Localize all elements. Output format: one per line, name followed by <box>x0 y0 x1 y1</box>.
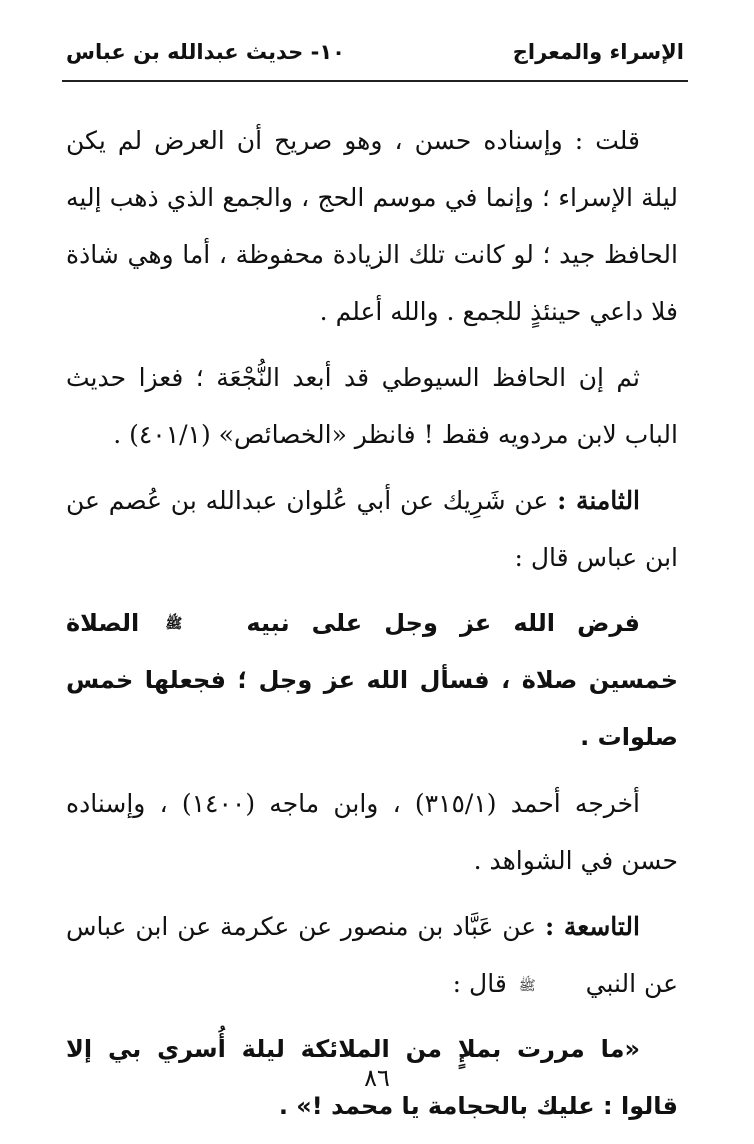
paragraph-takhrij: أخرجه أحمد (٣١٥/١) ، وابن ماجه (١٤٠٠) ، وإسناده حسن في الشواهد . <box>66 789 678 875</box>
narration-number-ninth: التاسعة : <box>545 912 640 941</box>
salawat-honorific-icon: ﷺ <box>165 616 183 632</box>
narration-number-eighth: الثامنة : <box>557 486 641 515</box>
isnad-ninth-part2: قال : <box>452 969 507 998</box>
hadith-text-cupping: «ما مررت بملإٍ من الملائكة ليلة أُسري بي إلا قالوا : عليك بالحجامة يا محمد !» . <box>66 1035 678 1120</box>
page-number: ٨٦ <box>364 1064 390 1092</box>
hadith-text-prayers <box>66 595 678 766</box>
paragraph-eighth-narration <box>66 472 678 586</box>
paragraph-ninth-narration <box>66 898 678 1012</box>
book-title: الإسراء والمعراج <box>512 40 684 64</box>
isnad-eighth: عن شَرِيك عن أبي عُلوان عبدالله بن عُصم عن ابن عباس قال : <box>66 486 678 572</box>
hadith-text-part2: الصلاة خمسين صلاة ، فسأل الله عز وجل ؛ فجعلها خمس صلوات . <box>66 609 678 751</box>
body-text <box>66 112 678 1144</box>
header-rule <box>62 80 688 82</box>
paragraph-commentary: قلت : وإسناده حسن ، وهو صريح أن العرض لم يكن ليلة الإسراء ؛ وإنما في موسم الحج ، والجمع الذي ذهب إليه الحافظ جيد ؛ لو كانت تلك الزيادة محفوظة ، أما وهي شاذة فلا داعي حينئذٍ للجمع . والله أعلم . <box>66 126 678 326</box>
salawat-honorific-icon: ﷺ <box>518 977 536 994</box>
running-header <box>66 32 684 72</box>
hadith-text-part1: فرض الله عز وجل على نبيه <box>246 609 641 637</box>
chapter-title: ١٠- حديث عبدالله بن عباس <box>66 40 345 64</box>
paragraph-suyuti-note: ثم إن الحافظ السيوطي قد أبعد النُّجْعَة ؛ فعزا حديث الباب لابن مردويه فقط ! فانظر «الخصائص» (٤٠١/١) . <box>66 363 678 449</box>
isnad-ninth-part1: عن عَبَّاد بن منصور عن عكرمة عن ابن عباس عن النبي <box>66 912 678 998</box>
